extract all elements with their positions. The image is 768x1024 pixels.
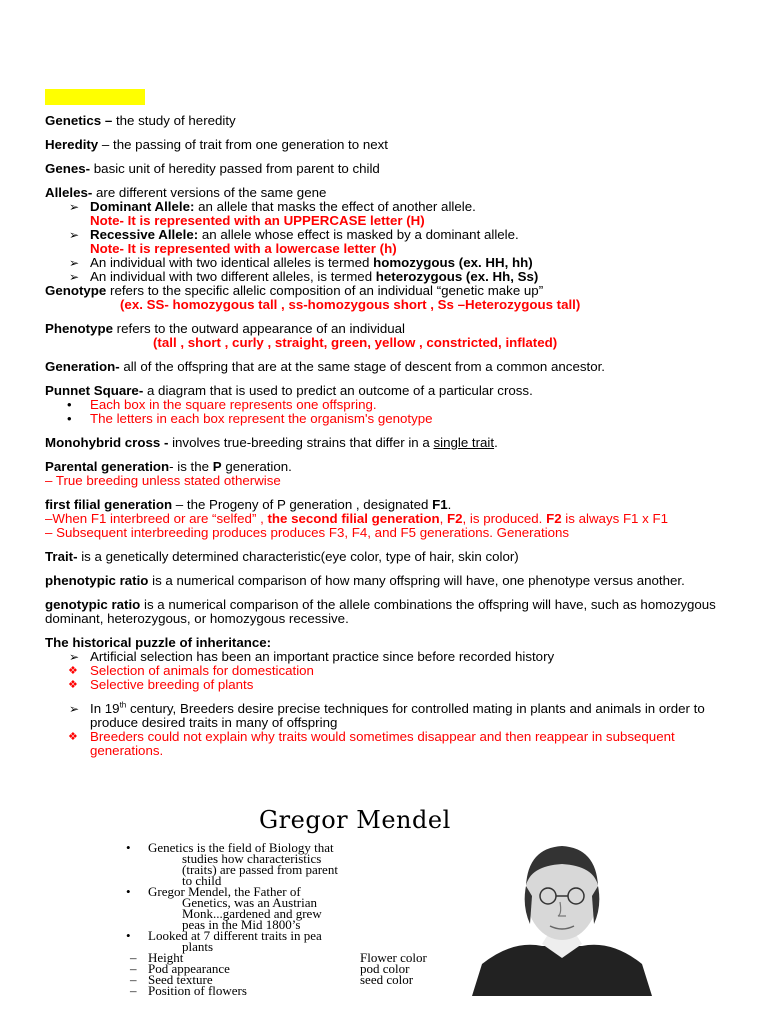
history-title: The historical puzzle of inheritance: xyxy=(45,635,272,650)
def-first-filial: first filial generation – the Progeny of P generation , designated F1. xyxy=(45,497,452,512)
phenotype-example: (tall , short , curly , straight, green, yellow , constricted, inflated) xyxy=(153,335,558,350)
history-bullet-3: ❖ Selective breeding of plants xyxy=(68,677,254,692)
diamond-bullet-icon: ❖ xyxy=(68,679,78,691)
def-trait: Trait- is a genetically determined characteristic(eye color, type of hair, skin color) xyxy=(45,549,519,564)
punnet-bullet-2: • The letters in each box represent the organism's genotype xyxy=(67,411,433,426)
mendel-fact-3: • Looked at 7 different traits in pea xyxy=(126,928,322,943)
trait-row: – Position of flowers xyxy=(130,983,247,998)
recessive-note: Note- It is represented with a lowercase letter (h) xyxy=(90,241,397,256)
def-phenotype: Phenotype refers to the outward appearance of an individual xyxy=(45,321,405,336)
def-heredity: Heredity – the passing of trait from one generation to next xyxy=(45,137,388,152)
notes-content xyxy=(45,114,725,758)
def-genotype: Genotype refers to the specific allelic composition of an individual “genetic make up” xyxy=(45,283,544,298)
def-generation: Generation- all of the offspring that are at the same stage of descent from a common ancestor. xyxy=(45,359,605,374)
mendel-facts: • Genetics is the field of Biology that studies how characteristics (traits) are passed from parent to child • Gregor Mendel, the Father of Genetics, was an Austrian Monk...gardened and grew peas in the Mid 1800’s • Looked at 7 different traits in pea plants – Height Flower color – Pod appearance pod color – Seed texture seed color – Position of flowers xyxy=(122,842,482,996)
def-homozygous: ➢ An individual with two identical alleles is termed homozygous (ex. HH, hh) xyxy=(69,255,533,270)
def-phenotypic-ratio: phenotypic ratio is a numerical comparison of how many offspring will have, one phenotype versus another. xyxy=(45,573,685,588)
def-parental: Parental generation- is the P generation. xyxy=(45,459,292,474)
arrow-bullet-icon: ➢ xyxy=(69,650,80,664)
def-heterozygous: ➢ An individual with two different alleles, is termed heterozygous (ex. Hh, Ss) xyxy=(69,269,539,284)
dominant-note: Note- It is represented with an UPPERCASE letter (H) xyxy=(90,213,425,228)
diamond-bullet-icon: ❖ xyxy=(68,731,78,743)
def-recessive: ➢ Recessive Allele: an allele whose effect is masked by a dominant allele. xyxy=(69,227,519,242)
def-genes: Genes- basic unit of heredity passed from parent to child xyxy=(45,161,380,176)
history-bullet-4: ➢ In 19th century, Breeders desire precise techniques for controlled mating in plants and animals in order to produce desired traits in many of offspring xyxy=(69,700,705,730)
def-punnet: Punnet Square- a diagram that is used to predict an outcome of a particular cross. xyxy=(45,383,533,398)
mendel-slide xyxy=(114,802,654,998)
mendel-title: Gregor Mendel xyxy=(259,806,451,834)
def-dominant: ➢ Dominant Allele: an allele that masks the effect of another allele. xyxy=(69,199,476,214)
trait-row: – Seed texture seed color xyxy=(130,972,414,987)
dot-bullet-icon: • xyxy=(67,397,72,412)
history-bullet-2: ❖ Selection of animals for domestication xyxy=(68,663,314,678)
punnet-bullet-1: • Each box in the square represents one offspring. xyxy=(67,397,377,412)
second-filial-note: –When F1 interbreed or are “selfed” , the second filial generation, F2, is produced. F2 is always F1 x F1 xyxy=(45,511,669,526)
trait-row: – Height Flower color xyxy=(130,950,427,965)
mendel-fact-1: • Genetics is the field of Biology that xyxy=(126,840,334,855)
arrow-bullet-icon: ➢ xyxy=(69,200,80,214)
def-genotypic-ratio: genotypic ratio is a numerical comparison of the allele combinations the offspring will have, such as homozygous dominant, heterozygous, or homozygous recessive. xyxy=(45,597,716,626)
history-bullet-1: ➢ Artificial selection has been an important practice since before recorded history xyxy=(69,649,555,664)
def-monohybrid: Monohybrid cross - involves true-breeding strains that differ in a single trait. xyxy=(45,435,498,450)
genotype-example: (ex. SS- homozygous tall , ss-homozygous short , Ss –Heterozygous tall) xyxy=(120,297,581,312)
highlight-bar xyxy=(45,89,145,105)
trait-row: – Pod appearance pod color xyxy=(130,961,410,976)
arrow-bullet-icon: ➢ xyxy=(69,270,80,284)
diamond-bullet-icon: ❖ xyxy=(68,665,78,677)
subsequent-generations-note: – Subsequent interbreeding produces produces F3, F4, and F5 generations. Generations xyxy=(45,525,570,540)
mendel-portrait xyxy=(472,836,652,996)
dot-bullet-icon: • xyxy=(67,411,72,426)
mendel-fact-2: • Gregor Mendel, the Father of xyxy=(126,884,301,899)
def-alleles: Alleles- are different versions of the same gene xyxy=(45,185,327,200)
def-genetics: Genetics – the study of heredity xyxy=(45,113,236,128)
arrow-bullet-icon: ➢ xyxy=(69,228,80,242)
arrow-bullet-icon: ➢ xyxy=(69,256,80,270)
arrow-bullet-icon: ➢ xyxy=(69,702,80,716)
parental-note: – True breeding unless stated otherwise xyxy=(45,473,281,488)
history-bullet-5: ❖ Breeders could not explain why traits would sometimes disappear and then reappear in subsequent generations. xyxy=(68,729,675,758)
